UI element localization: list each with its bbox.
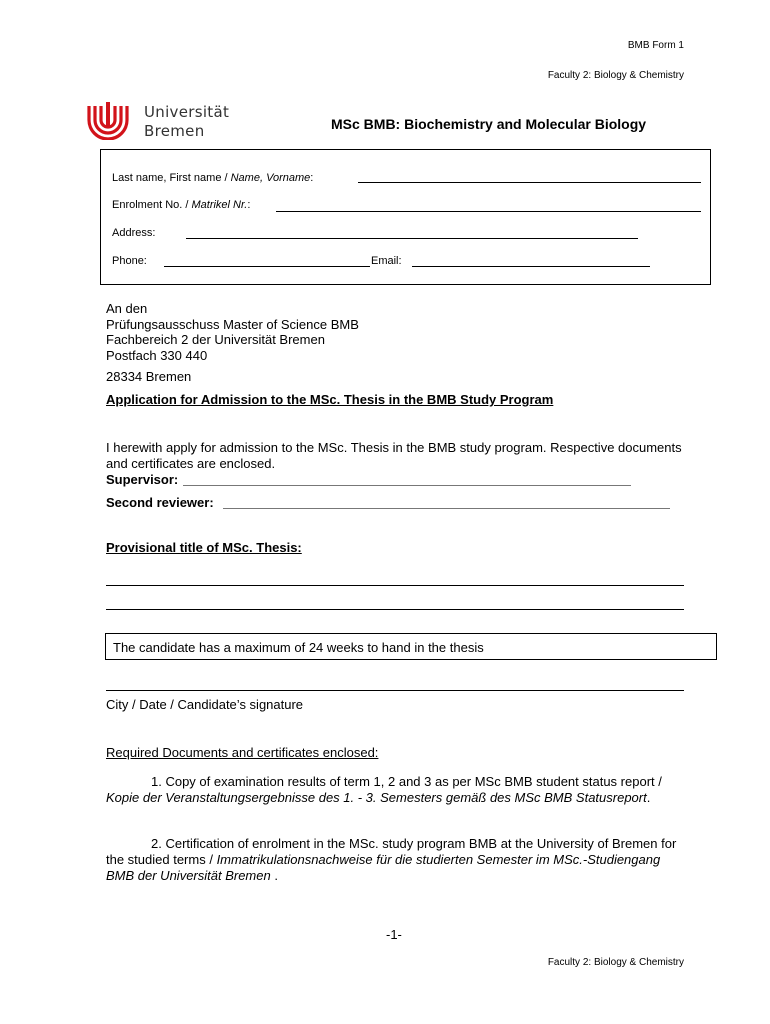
name-label: Last name, First name / Name, Vorname:: [112, 172, 314, 184]
addressee-line-2: Prüfungsausschuss Master of Science BMB: [106, 316, 359, 332]
addressee-line-3: Fachbereich 2 der Universität Bremen: [106, 332, 325, 347]
provisional-title-label: Provisional title of MSc. Thesis:: [106, 540, 302, 555]
required-doc-item-2: 2. Certification of enrolment in the MSc. study program BMB at the University of Bremen for the studied terms / Immatrikulationsnachweise für die studierten Semester im MSc.-Studiengang BMB der Universität Bremen .: [106, 836, 677, 883]
email-label: Email:: [371, 255, 402, 267]
email-field[interactable]: [412, 266, 650, 267]
address-label: Address:: [112, 227, 156, 239]
university-logo-icon: [86, 102, 130, 140]
thesis-title-line-1[interactable]: [106, 585, 684, 586]
personal-info-box: [100, 149, 711, 285]
address-field[interactable]: [186, 238, 638, 239]
addressee-line-4: Postfach 330 440: [106, 347, 208, 363]
faculty-header: Faculty 2: Biology & Chemistry: [547, 70, 684, 81]
addressee-postcode: 28334 Bremen: [106, 369, 192, 384]
second-reviewer-field[interactable]: [223, 508, 670, 509]
required-doc-item-1: 1. Copy of examination results of term 1, 2 and 3 as per MSc BMB student status report / Kopie der Veranstaltungsergebnisse des 1. - 3. Semesters gemäß des MSc BMB Statusreport.: [106, 774, 662, 805]
application-text: I herewith apply for admission to the MSc. Thesis in the BMB study program. Respective documents and certificates are enclosed.: [106, 440, 682, 471]
second-reviewer-label: Second reviewer:: [106, 495, 214, 510]
signature-line[interactable]: [106, 690, 684, 691]
supervisor-label: Supervisor:: [106, 472, 179, 487]
university-logo: [86, 102, 251, 142]
required-docs-heading: Required Documents and certificates enclosed:: [106, 745, 379, 760]
logo-line-1: Universität: [144, 103, 230, 121]
phone-label: Phone:: [112, 255, 147, 267]
program-title: MSc BMB: Biochemistry and Molecular Biology: [331, 116, 647, 132]
page-number: -1-: [386, 927, 402, 942]
logo-line-2: Bremen: [144, 122, 205, 140]
enrolment-label: Enrolment No. / Matrikel Nr.:: [112, 199, 251, 211]
application-title: Application for Admission to the MSc. Thesis in the BMB Study Program: [106, 392, 554, 407]
supervisor-field[interactable]: [183, 485, 631, 486]
addressee-block: [106, 301, 359, 363]
enrolment-field[interactable]: [276, 211, 701, 212]
thesis-title-line-2[interactable]: [106, 609, 684, 610]
signature-label: City / Date / Candidate’s signature: [106, 697, 304, 712]
faculty-footer: Faculty 2: Biology & Chemistry: [547, 957, 684, 968]
form-id: BMB Form 1: [627, 40, 684, 51]
name-field[interactable]: [358, 182, 701, 183]
phone-field[interactable]: [164, 266, 370, 267]
addressee-line-1: An den: [106, 301, 148, 316]
deadline-note-box: [105, 633, 717, 660]
deadline-note-text: The candidate has a maximum of 24 weeks to hand in the thesis: [113, 640, 484, 655]
